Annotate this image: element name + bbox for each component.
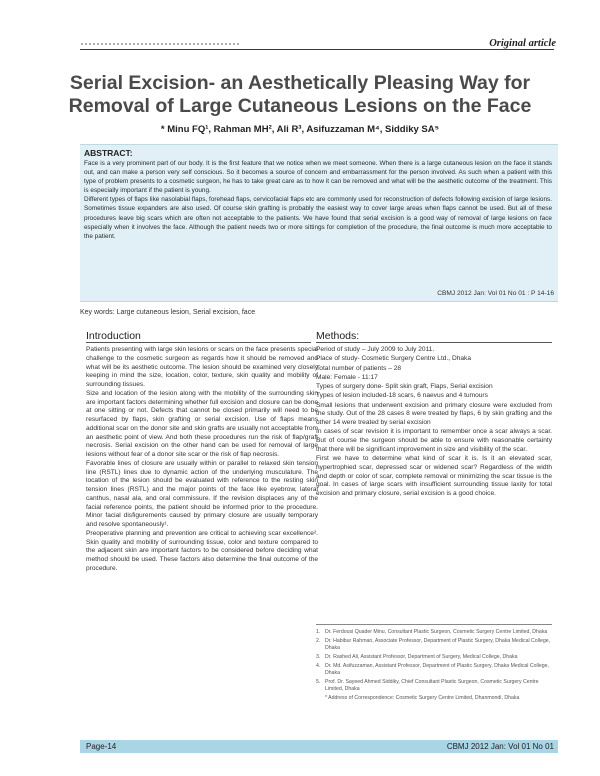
introduction-section (86, 330, 318, 574)
methods-item: First we have to determine what kind of scar it is. Is it an elevated scar, hypertrophied scar, depressed scar or widened scar? Regardless of the width and depth or color of scar, complete removal or minimizing the scar tissue is the goal. In cases of large scars with insufficient surrounding tissue laxity for total excision and primary closure, serial excision is a good choice. (316, 455, 552, 497)
methods-item: In cases of scar revision it is important to remember once a scar always a scar. But of course the surgeon should be able to ensure with reasonable certainty that there will be significant improvement in size and visibility of the scar. (316, 428, 552, 453)
footnote: 2. Dr. Habibur Rahman, Associate Professor, Department of Plastic Surgery, Dhaka Medical College, Dhaka (316, 637, 551, 652)
methods-body (316, 346, 552, 499)
footer-journal-ref: CBMJ 2012 Jan: Vol 01 No 01 (446, 742, 554, 751)
title-line-2: Removal of Large Cutaneous Lesions on the Face (68, 95, 532, 117)
correspondence-address: * Address of Correspondence: Cosmetic Surgery Centre Limited, Dhanmondi, Dhaka (325, 695, 520, 702)
introduction-heading: Introduction (86, 330, 141, 342)
abstract-paragraph: Face is a very prominent part of our body. It is the first feature that we notice when we meet someone. When there is a large cutaneous lesion on the face it stands out, and can make a person very self conscious. So it becomes a source of concern and embarrassment for the person involved. As such when a patient with this type of problem presents to a cosmetic surgeon, he has to take great care as to how it can be removed and what will be the aesthetic outcome of the treatment. This is especially important if the patient is young. (84, 160, 552, 195)
footnote: 4. Dr. Md. Asifuzzaman, Assistant Professor, Department of Plastic Surgery, Dhaka Medical College, Dhaka (316, 662, 549, 676)
introduction-paragraph: Favorable lines of closure are usually within or parallel to relaxed skin tension line (RSTL) lines due to dynamic action of the underlying musculature. The location of the lesion should be evaluated with reference to the resting skin tension lines (RSTL) and the major points of the face like eyebrow, lateral canthus, nasal ala, and oral commissure. If the revision displaces any of the facial reference points, the patient should be informed prior to the procedure. Minor facial disfigurements caused by primary closure are usually temporary and resolve spontaneously¹. (86, 459, 318, 528)
methods-section (316, 330, 552, 499)
author-affiliations (316, 624, 552, 703)
methods-item: Small lesions that underwent excision and primary closure were excluded from the study. Out of the 28 cases 8 were treated by flaps, 6 by skin grafting and the other 14 were treated by serial excision (316, 401, 552, 426)
article-type-label: Original article (485, 38, 556, 49)
article-title (60, 72, 540, 118)
methods-heading: Methods: (316, 330, 360, 342)
footnote: 3. Dr. Rashed Ali, Assistant Professor, Department of Surgery, Medical College, Dhaka (316, 653, 518, 660)
methods-item: Total number of patients – 28 (316, 364, 402, 372)
citation: CBMJ 2012 Jan: Vol 01 No 01 : P 14-16 (437, 290, 554, 297)
title-line-1: Serial Excision- an Aesthetically Pleasing Way for (69, 72, 531, 94)
abstract-paragraph: Different types of flaps like nasolabial flaps, forehead flaps, cervicofacial flaps etc are commonly used for reconstruction of defects following excision of large lesions. Sometimes tissue expanders are also used. Of course skin grafting is probably the easiest way to cover large areas when flaps cannot be used. But all of these procedures leave big scars which are often not acceptable to the patients. We have found that serial excision is a good way of removal of large lesions on face especially when it involves the face. Although the patient needs two or more sittings for completion of the procedure, the final outcome is much more acceptable to the patient. (84, 196, 552, 240)
methods-item: Male: Female - 11:17 (316, 373, 378, 381)
header-dot-pattern (80, 42, 240, 47)
introduction-paragraph: Patients presenting with large skin lesions or scars on the face presents special challenge to the cosmetic surgeon as regards how it should be removed and what will be its aesthetic outcome. The lesion should be examined very closely keeping in mind the size, location, color, texture, skin quality and mobility of surrounding tissues. (86, 346, 318, 388)
methods-item: Period of study – July 2009 to July 2011. (316, 346, 435, 353)
footnote: 1. Dr. Ferdousi Quader Minu, Consultant Plastic Surgeon, Cosmetic Surgery Centre Limited, Dhaka (316, 629, 548, 635)
introduction-paragraph: Size and location of the lesion along with the mobility of the surrounding skin are important factors determining whether full excision and closure can be done at one sitting or not. Defects that cannot be closed primarily will need to be resurfaced by flaps, skin grafting or serial excision. Use of flaps means additional scar on the donor site and skin grafts are usually not acceptable from an aesthetic point of view. And both these procedures run the risk of flap/graft necrosis. Serial excision on the other hand can be used for removal of large lesions without fear of a donor site scar or the risk of flap necrosis. (86, 389, 319, 458)
introduction-body (86, 346, 318, 574)
abstract-text (84, 159, 552, 241)
methods-rule (316, 342, 552, 343)
footnote: 5. Prof. Dr. Sayeed Ahmed Siddiky, Chief Consultant Plastic Surgeon, Cosmetic Surgery Centre Limited, Dhaka (316, 678, 539, 693)
methods-item: Types of surgery done- Split skin graft, Flaps, Serial excision (316, 383, 493, 390)
header-rule (80, 49, 554, 50)
methods-item: Place of study- Cosmetic Surgery Centre Ltd., Dhaka (316, 355, 472, 363)
abstract-heading: ABSTRACT: (84, 148, 133, 158)
methods-item: Types of lesion included-18 scars, 6 naevus and 4 tumours (316, 392, 488, 400)
page-number: Page-14 (86, 742, 117, 751)
keywords: Key words: Large cutaneous lesion, Serial excision, face (80, 309, 256, 316)
author-list: * Minu FQ¹, Rahman MH², Ali R³, Asifuzzaman M⁴, Siddiky SA⁵ (160, 124, 440, 135)
introduction-rule (86, 342, 311, 343)
introduction-paragraph: Preoperative planning and prevention are critical to achieving scar excellence². Skin quality and mobility of surrounding tissue, color and texture compared to the adjacent skin are important factors to be considered before deciding what method should be used. These factors also determine the final outcome of the procedure. (86, 529, 318, 572)
